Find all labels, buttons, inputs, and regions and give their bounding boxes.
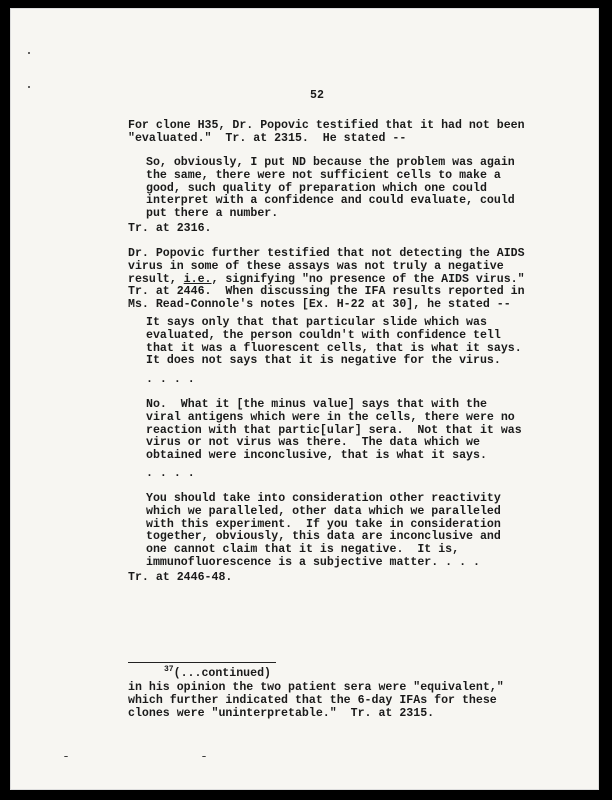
citation-2: Tr. at 2446-48. bbox=[128, 571, 233, 584]
footnote-marker: 37 bbox=[164, 665, 174, 675]
footnote-continued bbox=[164, 665, 272, 681]
footnote-text bbox=[128, 682, 504, 720]
footnote-continued-label: (...continued) bbox=[173, 667, 272, 680]
text-line: good, such quality of preparation which one could bbox=[146, 181, 487, 195]
text-line: So, obviously, I put ND because the problem was again bbox=[146, 156, 515, 169]
scan-speck bbox=[28, 52, 30, 54]
text-line: together, obviously, this data are inconclusive and bbox=[146, 530, 501, 544]
ie-abbreviation: i.e. bbox=[183, 272, 212, 286]
ellipsis-1: . . . . bbox=[146, 373, 195, 386]
text-line: immunofluorescence is a subjective matter. . . . bbox=[146, 555, 480, 569]
paragraph-testimony bbox=[128, 248, 525, 312]
text-line: It says only that that particular slide which was bbox=[146, 316, 487, 329]
page-number: 52 bbox=[310, 89, 324, 102]
ellipsis-2: . . . . bbox=[146, 467, 195, 480]
text-line: which further indicated that the 6-day IFAs for these bbox=[128, 693, 497, 707]
text-line: one cannot claim that it is negative. It is, bbox=[146, 543, 460, 557]
text-line: put there a number. bbox=[146, 207, 279, 221]
text-line: in his opinion the two patient sera were "equivalent," bbox=[128, 681, 504, 694]
block-quote-3 bbox=[146, 399, 522, 463]
text-line: interpret with a confidence and could evaluate, could bbox=[146, 194, 515, 208]
block-quote-1 bbox=[146, 157, 515, 221]
text-line-pre: result, bbox=[128, 272, 184, 286]
text-line: which we paralleled, other data which we paralleled bbox=[146, 504, 501, 518]
scan-speck bbox=[202, 756, 206, 757]
text-line: obtained were inconclusive, that is what it says. bbox=[146, 449, 487, 463]
text-line: clones were "uninterpretable." Tr. at 2315. bbox=[128, 706, 435, 720]
block-quote-2 bbox=[146, 317, 522, 368]
text-line-post: , signifying "no presence of the AIDS virus." bbox=[211, 272, 525, 286]
text-line: It does not says that it is negative for the virus. bbox=[146, 354, 501, 368]
text-line: "evaluated." Tr. at 2315. He stated -- bbox=[128, 131, 407, 145]
text-line: evaluated, the person couldn't with confidence tell bbox=[146, 328, 501, 342]
document-page bbox=[10, 8, 599, 790]
text-line: the same, there were not sufficient cells to make a bbox=[146, 168, 501, 182]
text-line: that it was a fluorescent cells, that is what it says. bbox=[146, 341, 522, 355]
text-line: virus in some of these assays was not truly a negative bbox=[128, 259, 504, 273]
text-line: Ms. Read-Connole's notes [Ex. H-22 at 30], he stated -- bbox=[128, 298, 511, 312]
text-line: with this experiment. If you take in consideration bbox=[146, 517, 501, 531]
paragraph-clone-h35 bbox=[128, 120, 525, 146]
block-quote-4 bbox=[146, 493, 501, 570]
text-line: For clone H35, Dr. Popovic testified that it had not been bbox=[128, 119, 525, 132]
footnote-divider bbox=[128, 662, 276, 663]
text-line: Tr. at 2446. When discussing the IFA results reported in bbox=[128, 285, 525, 299]
citation-1: Tr. at 2316. bbox=[128, 222, 212, 235]
text-line: viral antigens which were in the cells, there were no bbox=[146, 410, 515, 424]
text-line: You should take into consideration other reactivity bbox=[146, 492, 501, 505]
text-line: virus or not virus was there. The data which we bbox=[146, 436, 480, 450]
text-line: No. What it [the minus value] says that with the bbox=[146, 398, 487, 411]
scan-speck bbox=[64, 756, 68, 757]
scan-speck bbox=[28, 86, 30, 88]
text-line: Dr. Popovic further testified that not detecting the AIDS bbox=[128, 247, 525, 260]
text-line: reaction with that partic[ular] sera. Not that it was bbox=[146, 423, 522, 437]
